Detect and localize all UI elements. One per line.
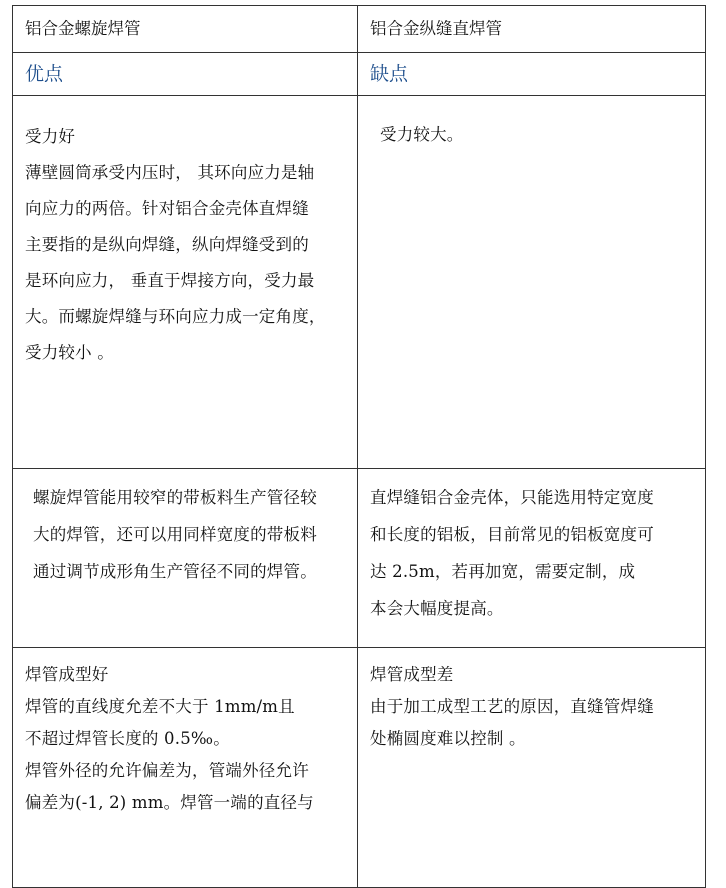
cell-line: 由于加工成型工艺的原因，直缝管焊缝 — [370, 697, 654, 716]
cell-disadvantage-stress — [358, 96, 706, 469]
cell-advantage-material — [13, 469, 358, 648]
header-cell-straight-seam-pipe: 铝合金纵缝直焊管 — [358, 6, 706, 53]
table-subheader-row — [13, 53, 706, 96]
cell-line: 是环向应力， 垂直于焊接方向，受力最 — [25, 271, 315, 290]
cell-line: 本会大幅度提高。 — [370, 599, 504, 618]
subheader-cell-advantages: 优点 — [13, 53, 358, 96]
cell-line: 焊管外径的允许偏差为，管端外径允许 — [25, 761, 309, 780]
cell-line: 不超过焊管长度的 0.5‰。 — [25, 729, 230, 748]
cell-line: 向应力的两倍。针对铝合金壳体直焊缝 — [25, 199, 309, 218]
cell-line: 受力较小 。 — [25, 343, 114, 362]
cell-line: 受力好 — [25, 127, 76, 146]
cell-line: 和长度的铝板，目前常见的铝板宽度可 — [370, 525, 654, 544]
cell-line: 螺旋焊管能用较窄的带板料生产管径较 — [33, 488, 317, 507]
cell-line: 通过调节成形角生产管径不同的焊管。 — [33, 562, 317, 581]
table-header-row — [13, 6, 706, 53]
cell-line: 主要指的是纵向焊缝，纵向焊缝受到的 — [25, 235, 309, 254]
cell-line: 焊管成型差 — [370, 665, 454, 684]
cell-disadvantage-forming — [358, 648, 706, 888]
cell-advantage-stress — [13, 96, 358, 469]
cell-line: 受力较大。 — [380, 125, 464, 144]
cell-line: 大。而螺旋焊缝与环向应力成一定角度， — [25, 307, 326, 326]
table-row — [13, 469, 706, 648]
cell-line: 焊管的直线度允差不大于 1mm/m且 — [25, 697, 295, 716]
cell-line: 焊管成型好 — [25, 665, 109, 684]
table-row — [13, 96, 706, 469]
cell-line: 薄壁圆筒承受内压时， 其环向应力是轴 — [25, 163, 315, 182]
cell-line: 大的焊管，还可以用同样宽度的带板料 — [33, 525, 317, 544]
subheader-cell-disadvantages: 缺点 — [358, 53, 706, 96]
header-cell-spiral-pipe: 铝合金螺旋焊管 — [13, 6, 358, 53]
comparison-table — [12, 5, 706, 888]
cell-line: 偏差为(-1, 2) mm。焊管一端的直径与 — [25, 793, 314, 812]
cell-disadvantage-material — [358, 469, 706, 648]
cell-line: 达 2.5m，若再加宽，需要定制，成 — [370, 562, 636, 581]
cell-line: 直焊缝铝合金壳体，只能选用特定宽度 — [370, 488, 654, 507]
cell-line: 处椭圆度难以控制 。 — [370, 729, 526, 748]
cell-advantage-forming — [13, 648, 358, 888]
table-row — [13, 648, 706, 888]
